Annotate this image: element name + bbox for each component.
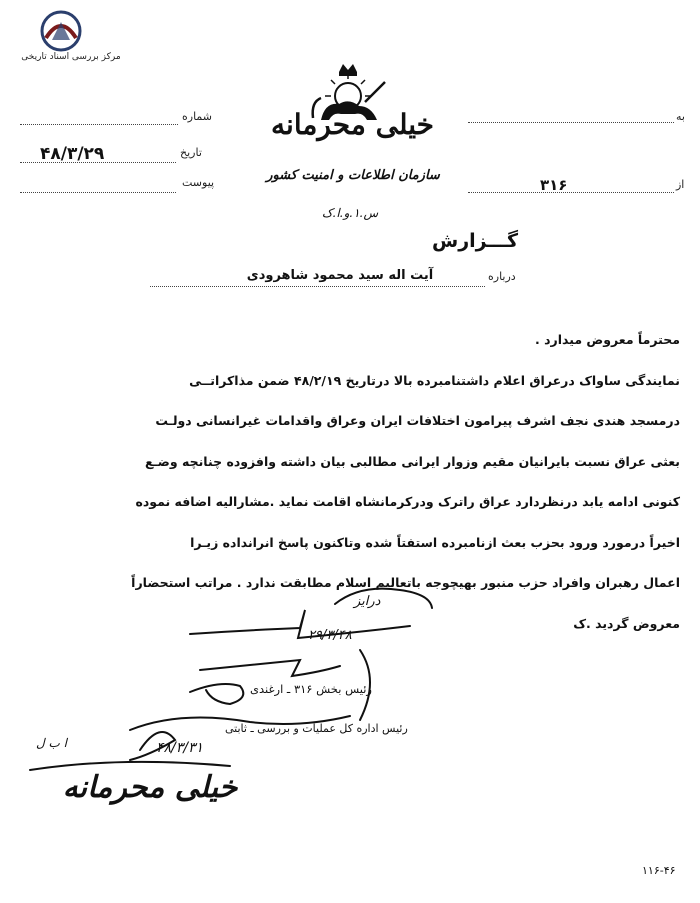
from-value: ۳۱۶	[540, 176, 568, 194]
archive-caption: مرکز بررسی اسناد تاریخی	[21, 52, 121, 62]
read-note: درایز	[354, 594, 381, 609]
report-title: گـــزارش	[431, 230, 519, 252]
date-label: تاریخ	[180, 146, 202, 159]
date-value: ۴۸/۳/۲۹	[40, 144, 105, 164]
attachment-label: پیوست	[182, 176, 215, 189]
subject-label: درباره	[488, 270, 516, 283]
to-label: به	[676, 110, 685, 123]
body-line: درمسجد هندی نجف اشرف پیرامون اختلافات ایران وعراق واقدامات غیرانسانی دولـت	[155, 413, 680, 428]
body-line: اخیراً درمورد ورود بحزب بعث ازنامبرده استفتاً شده وتاکنون پاسخ انرانداده زیـرا	[190, 534, 680, 550]
subject-field-line	[150, 286, 485, 287]
classification-stamp: خیلی محرمانه	[62, 770, 238, 805]
page-code: ۱۱۶-۴۶	[642, 864, 676, 877]
signature-stroke	[30, 762, 230, 770]
signature-stroke	[190, 684, 243, 704]
handwritten-initials: ا ب ل	[36, 736, 67, 750]
signature-stroke	[200, 660, 340, 676]
date-field-line	[20, 162, 176, 163]
to-field-line	[468, 122, 674, 123]
signature-stroke	[190, 610, 410, 638]
number-field-line	[20, 124, 178, 125]
greeting: محترماً معروض میدارد .	[535, 332, 680, 347]
department-head-title: رئیس اداره کل عملیات و بررسی ـ ثابتی	[225, 722, 408, 735]
from-label: از	[676, 178, 685, 191]
attachment-field-line	[20, 192, 176, 193]
subject-value: آیت اله سید محمود شاهرودی	[246, 268, 434, 283]
number-label: شماره	[182, 110, 213, 123]
archive-logo-icon	[30, 10, 92, 52]
from-field-line	[468, 192, 674, 193]
body-line: نمایندگی ساواک درعراق اعلام داشتنامبرده بالا درتاریخ ۴۸/۲/۱۹ ضمن مذاکراتــی	[189, 372, 680, 388]
signature-date: ۲۹/۳/۴۸	[308, 628, 352, 643]
organization-name: سازمان اطلاعات و امنیت کشور	[266, 168, 440, 183]
body-line: اعمال رهبران وافراد حزب منبور بهیچوجه باتعالیم اسلام مطابقت ندارد . مراتب استحضاراً	[131, 575, 680, 590]
section-head-title: رئیس بخش ۳۱۶ ـ ارغندی	[250, 682, 372, 696]
body-line: بعثی عراق نسبت بایرانیان مقیم وزوار ایرانی مطالبی بیان داشته وافزوده چنانچه وضـع	[145, 453, 680, 469]
organization-code: س.۱.و.ا.ک	[321, 206, 379, 220]
signature-stroke	[335, 589, 432, 608]
body-line: کنونی ادامه یابد درنظردارد عراق راترک ودرکرمانشاه اقامت نماید .مشارالیه اضافه نموده	[135, 494, 680, 509]
classification-header-title: خیلی محرمانه	[271, 108, 434, 141]
handwritten-date: ۴۸/۳/۳۱	[156, 740, 204, 756]
body-line: معروض گردید .ک	[573, 615, 680, 631]
